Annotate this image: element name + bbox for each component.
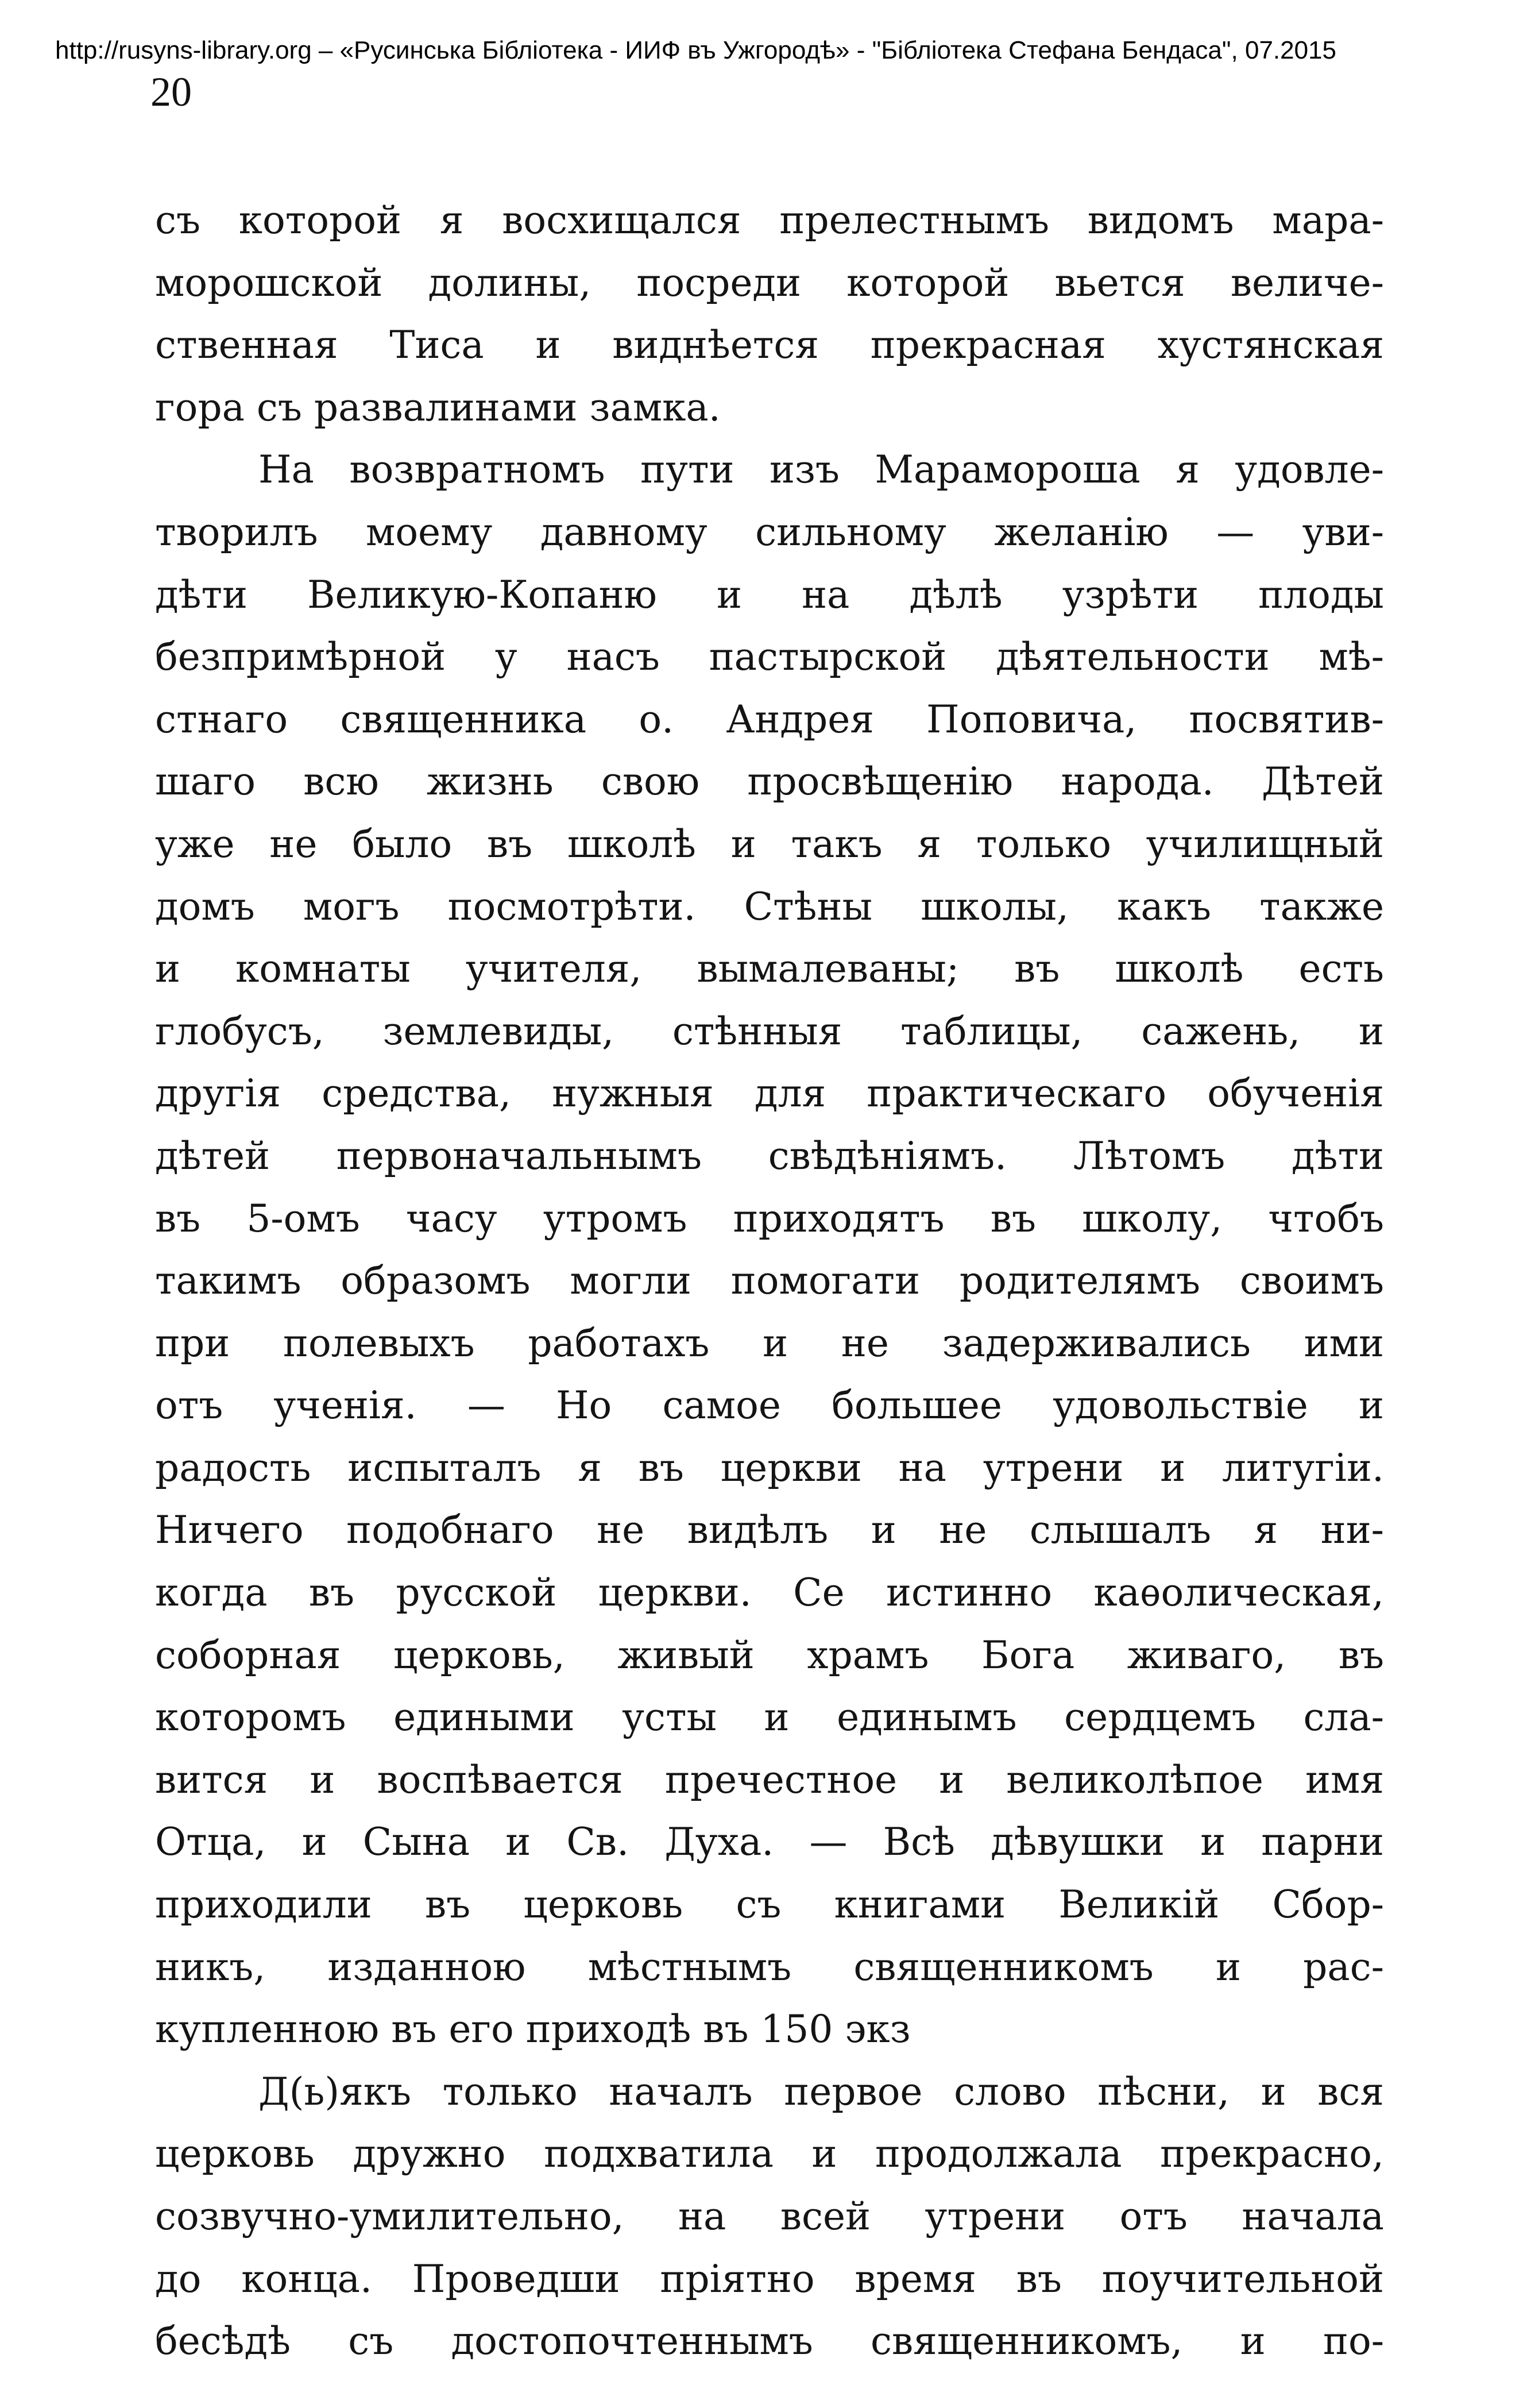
text-line: стнаго священника о. Андрея Поповича, посвятив- [155, 697, 1384, 742]
text-line: соборная церковь, живый храмъ Бога живаго, въ [155, 1633, 1384, 1677]
text-line: Ничего подобнаго не видѣлъ и не слышалъ я ни- [155, 1508, 1384, 1553]
text-line: другiя средства, нужныя для практическаго обученiя [155, 1071, 1384, 1116]
text-line: купленною въ его приходѣ въ 150 экз [155, 2007, 911, 2052]
text-line: которомъ едиными усты и единымъ сердцемъ сла- [155, 1695, 1384, 1740]
source-url: http://rusyns-library.org – «Русинська Бiблiотека - ИИФ въ Ужгородѣ» - "Бiблiотека Стефана Бендаса", 07.2015 [55, 36, 1337, 64]
text-line: съ которой я восхищался прелестнымъ видомъ мара- [155, 198, 1384, 242]
text-line: когда въ русской церкви. Се истинно каѳолическая, [155, 1570, 1384, 1615]
text-line: ственная Тиса и виднѣется прекрасная хустянская [155, 323, 1384, 368]
text-body [155, 190, 1384, 2373]
text-line: въ 5-омъ часу утромъ приходятъ въ школу, чтобъ [155, 1196, 1384, 1241]
text-line: домъ могъ посмотрѣти. Стѣны школы, какъ также [155, 884, 1384, 929]
text-line: Д(ь)якъ только началъ первое слово пѣсни, и вся [258, 2069, 1384, 2114]
text-line: Отца, и Сына и Св. Духа. — Всѣ дѣвушки и парни [155, 1820, 1384, 1865]
text-line: при полевыхъ работахъ и не задерживались ими [155, 1321, 1384, 1365]
text-line: никъ, изданною мѣстнымъ священникомъ и рас- [155, 1944, 1384, 1989]
page-number: 20 [150, 69, 192, 115]
text-line: шаго всю жизнь свою просвѣщенiю народа. Дѣтей [155, 759, 1384, 804]
text-line: дѣтей первоначальнымъ свѣдѣнiямъ. Лѣтомъ дѣти [155, 1133, 1384, 1178]
text-line: и комнаты учителя, вымалеваны; въ школѣ есть [155, 947, 1384, 991]
text-line: бесѣдѣ съ достопочтеннымъ священникомъ, и по- [155, 2319, 1384, 2364]
text-line: церковь дружно подхватила и продолжала прекрасно, [155, 2132, 1384, 2177]
text-line: до конца. Проведши прiятно время въ поучительной [155, 2256, 1384, 2301]
text-line: гора съ развалинами замка. [155, 385, 721, 430]
text-line: вится и воспѣвается пречестное и великолѣпое имя [155, 1757, 1384, 1802]
text-line: отъ ученiя. — Но самое большее удовольствiе и [155, 1383, 1384, 1428]
text-line: радость испыталъ я въ церкви на утрени и литугiи. [155, 1445, 1384, 1490]
text-line: творилъ моему давному сильному желанiю — уви- [155, 510, 1384, 554]
text-line: приходили въ церковь съ книгами Великiй Сбор- [155, 1882, 1384, 1927]
text-line: такимъ образомъ могли помогати родителямъ своимъ [155, 1259, 1384, 1303]
text-line: На возвратномъ пути изъ Мараморoша я удовле- [258, 447, 1384, 492]
text-line: созвучно-умилительно, на всей утрени отъ начала [155, 2194, 1384, 2239]
text-line: морошской долины, посреди которой вьется величе- [155, 260, 1384, 305]
text-line: безпримѣрной у насъ пастырской дѣятельности мѣ- [155, 635, 1384, 680]
text-line: дѣти Великую-Копаню и на дѣлѣ узрѣти плоды [155, 572, 1384, 617]
text-line: глобусъ, землевиды, стѣнныя таблицы, сажень, и [155, 1009, 1384, 1054]
text-line: уже не было въ школѣ и такъ я только училищный [155, 821, 1384, 866]
